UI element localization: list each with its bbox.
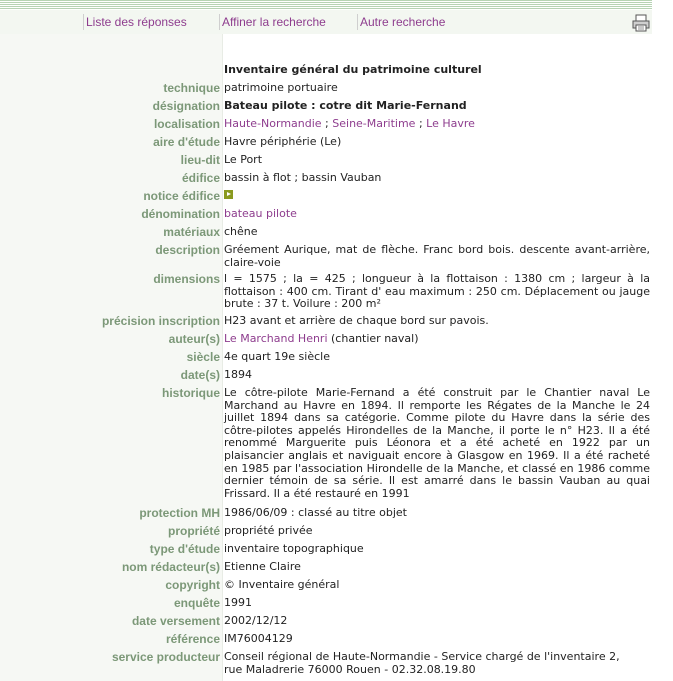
field-label: service producteur bbox=[111, 650, 220, 664]
link-denomination[interactable]: bateau pilote bbox=[224, 207, 297, 220]
field-value: 1986/06/09 : classé au titre objet bbox=[224, 506, 407, 519]
field-label: dénomination bbox=[141, 207, 220, 221]
field-value: H23 avant et arrière de chaque bord sur pavois. bbox=[224, 314, 489, 327]
field-label: localisation bbox=[153, 117, 220, 131]
link-auteur[interactable]: Le Marchand Henri bbox=[224, 332, 328, 345]
separator: ; bbox=[415, 117, 427, 130]
field-value: propriété privée bbox=[224, 524, 313, 537]
field-label: auteur(s) bbox=[168, 332, 220, 346]
field-label: propriété bbox=[167, 524, 220, 538]
field-value: chêne bbox=[224, 225, 258, 238]
nav-link-new-search[interactable]: Autre recherche bbox=[357, 14, 445, 30]
header-stripes bbox=[0, 0, 652, 10]
field-label: nom rédacteur(s) bbox=[121, 560, 220, 574]
field-value: l = 1575 ; la = 425 ; longueur à la flottaison : 1380 cm ; largeur à la flottaison : 400 cm. Tirant d' eau maximum : 250 cm. Déplacement ou jauge brute : 37 t. Voilure : 200 m² bbox=[224, 272, 650, 311]
separator: ; bbox=[321, 117, 333, 130]
field-label: édifice bbox=[181, 171, 220, 185]
field-label: date(s) bbox=[180, 368, 220, 382]
field-value bbox=[224, 118, 650, 131]
field-value: Havre périphérie (Le) bbox=[224, 135, 342, 148]
link-commune[interactable]: Le Havre bbox=[426, 117, 475, 130]
field-value: 2002/12/12 bbox=[224, 614, 288, 627]
field-value: Le Port bbox=[224, 153, 263, 166]
field-label: lieu-dit bbox=[180, 153, 220, 167]
field-label: copyright bbox=[165, 578, 220, 592]
field-label: description bbox=[155, 243, 220, 257]
field-label: référence bbox=[165, 632, 220, 646]
field-label: précision inscription bbox=[101, 314, 220, 328]
field-value: Bateau pilote : cotre dit Marie-Fernand bbox=[224, 99, 467, 112]
field-label: protection MH bbox=[139, 506, 220, 520]
nav-link-refine[interactable]: Affiner la recherche bbox=[219, 14, 326, 30]
field-label: type d'étude bbox=[149, 542, 220, 556]
field-label: date versement bbox=[131, 614, 220, 628]
field-label: désignation bbox=[152, 99, 220, 113]
nav-bar bbox=[0, 10, 652, 34]
link-region[interactable]: Haute-Normandie bbox=[224, 117, 322, 130]
field-label: dimensions bbox=[153, 272, 220, 286]
field-value: inventaire topographique bbox=[224, 542, 364, 555]
field-label: aire d'étude bbox=[153, 135, 220, 149]
field-value: © Inventaire général bbox=[224, 578, 340, 591]
field-value: 4e quart 19e siècle bbox=[224, 350, 330, 363]
field-label: notice édifice bbox=[143, 189, 220, 203]
field-label: matériaux bbox=[163, 225, 220, 239]
field-value: 1894 bbox=[224, 368, 252, 381]
field-value: 1991 bbox=[224, 596, 252, 609]
field-value: Conseil régional de Haute-Normandie - Service chargé de l'inventaire 2, rue Maladrerie 76000 Rouen - 02.32.08.19.80 bbox=[224, 650, 620, 676]
field-value: IM76004129 bbox=[224, 632, 293, 645]
printer-icon[interactable] bbox=[632, 14, 650, 32]
arrow-right-icon[interactable] bbox=[224, 190, 233, 199]
field-label: historique bbox=[161, 386, 220, 400]
field-value: Etienne Claire bbox=[224, 560, 301, 573]
field-label: technique bbox=[163, 81, 220, 95]
field-value bbox=[224, 190, 650, 203]
nav-link-results[interactable]: Liste des réponses bbox=[83, 14, 187, 30]
field-label: enquête bbox=[173, 596, 220, 610]
link-departement[interactable]: Seine-Maritime bbox=[332, 117, 416, 130]
field-value: Le côtre-pilote Marie-Fernand a été construit par le Chantier naval Le Marchand au Havre en 1894. Il remporte les Régates de la Manche le 24 juillet 1894 dans sa catégorie. Comme pilote du Havre dans la série des côtre-pilotes appelés Hirondelles de la Manche, il porte le n° H23. Il a été renommé Marguerite puis Léonora et a été acheté en 1922 par un plaisancier anglais et naviguait encore à Glasgow en 1969. Il a été racheté en 1985 par l'association Hirondelle de la Manche, et classé en 1986 comme dernier témoin de sa série. Il est amarré dans le bassin Vauban au quai Frissard. Il a été restauré en 1991 bbox=[224, 386, 650, 500]
field-value bbox=[224, 208, 650, 221]
field-value: Gréement Aurique, mat de flèche. Franc bord bois. descente avant-arrière, claire-voie bbox=[224, 243, 650, 269]
field-label: siècle bbox=[186, 350, 220, 364]
field-value: bassin à flot ; bassin Vauban bbox=[224, 171, 382, 184]
record-title: Inventaire général du patrimoine culturel bbox=[224, 63, 482, 76]
field-value: patrimoine portuaire bbox=[224, 81, 338, 94]
field-value bbox=[224, 333, 650, 346]
auteur-role: (chantier naval) bbox=[327, 332, 419, 345]
